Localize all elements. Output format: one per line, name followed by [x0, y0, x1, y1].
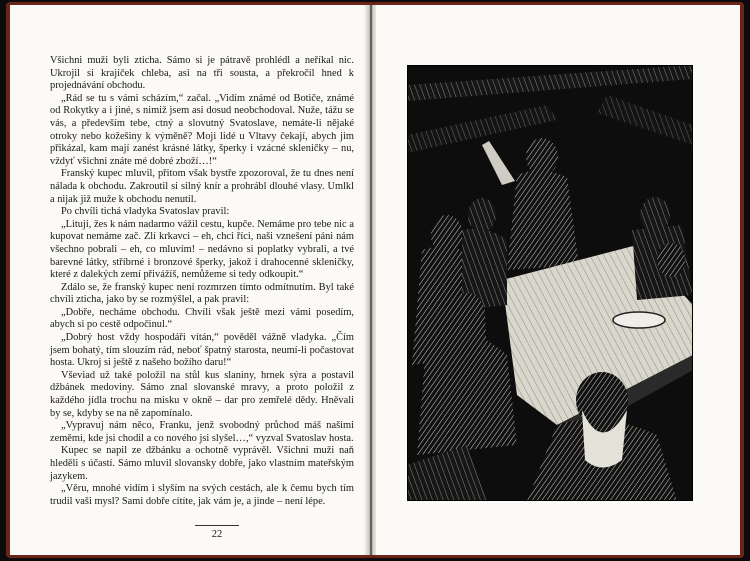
- paragraph: „Dobře, necháme obchodu. Chvíli však ještě mezi vámi posedím, abych si po cestě odpočinul.“: [50, 306, 354, 331]
- page-number: 22: [211, 529, 223, 540]
- paragraph: „Dobrý host vždy hospodáři vítán,“ pověděl vážně vladyka. „Čím jsem bohatý, tím slouzím rád, neboť špatný starosta, neumí-li počastovat hosta. Ukroj si ještě z našeho božího daru!“: [50, 332, 354, 369]
- paragraph: Kupec se napil ze džbánku a ochotně vyprávěl. Všichni muži naň hleděli s účastí. Sámo mluvil slovansky dobře, jako vlastním mateřským jazykem.: [50, 445, 354, 482]
- paragraph: „Věru, mnohé vidím i slyším na svých cestách, ale k čemu bych tím trudil vaši mysl? Sami dobře cítíte, jak vám je, a jinde – není lépe.: [50, 483, 354, 507]
- illustration-feast: [407, 65, 693, 501]
- paragraph: „Vypravuj nám něco, Franku, jenž svobodný průchod máš našimi zeměmi, kde jsi chodil a co nového jsi slyšel…,“ vyzval Svatoslav hosta.: [50, 420, 354, 444]
- paragraph: Zdálo se, že franský kupec není rozmrzen tímto odmítnutím. Byl také chvíli zticha, jako by se rozmýšlel, a pak pravil:: [50, 281, 354, 306]
- paragraph: „Rád se tu s vámi scházím,“ začal. „Vidím známé od Botiče, známé od Rokytky a i jiné, s nimiž jsem asi dosud neobchodoval. Nuže, tážu se vás, a především tebe, ctný a slovutný Svatoslave, nemáte-li nějaké otroky nebo kožešiny k výměně? Moji lidé u Vltavy čekají, abych jim přikázal, kam mají zanést krásné látky, šperky i vzácné skleničky – nu, vždyť všichni znáte mé dobré zboží…!“: [50, 92, 354, 167]
- text-block: [50, 55, 354, 508]
- left-page: [10, 5, 366, 555]
- paragraph: Franský kupec mluvil, přitom však bystře zpozoroval, že tu dnes není nálada k obchodu. Zakroutil si silný knír a prohrábl dlouhé vlasy. Umlkl a nijak již muže k obchodu nenutil.: [50, 168, 354, 205]
- right-page: [376, 5, 740, 555]
- paragraph: „Lituji, žes k nám nadarmo vážil cestu, kupče. Nemáme pro tebe nic a kupovat nemáme zač. Zlí krkavci – eh, chci říci, naši vznešení páni nám všechno pobrali – eh, co mluvím! – nedávno si poplatky vybrali, a tvé barevné látky, stříbrné i bronzové šperky, jakož i drahocenné skleničky, které z dalekých zemí přivážíš, nemůžeme si tedy odkoupit.“: [50, 218, 354, 281]
- paragraph: Vševiad už také položil na stůl kus slaniny, hrnek sýra a postavil džbánek medoviny. Sámo znal slovanské mravy, a proto položil z každého jídla trochu na misku v okně – dar pro zemřelé dědy. Hněvali by se, kdyby se na ně zapomínalo.: [50, 369, 354, 419]
- page-number-rule: [195, 525, 239, 526]
- paragraph: Po chvíli tichá vladyka Svatoslav pravil:: [61, 206, 230, 218]
- paragraph: Všichni muži byli zticha. Sámo si je pátravě prohlédl a neříkal nic. Ukrojil si krajíček chleba, asi na tři sousta, a překročil hned k projednávání obchodu.: [50, 55, 354, 92]
